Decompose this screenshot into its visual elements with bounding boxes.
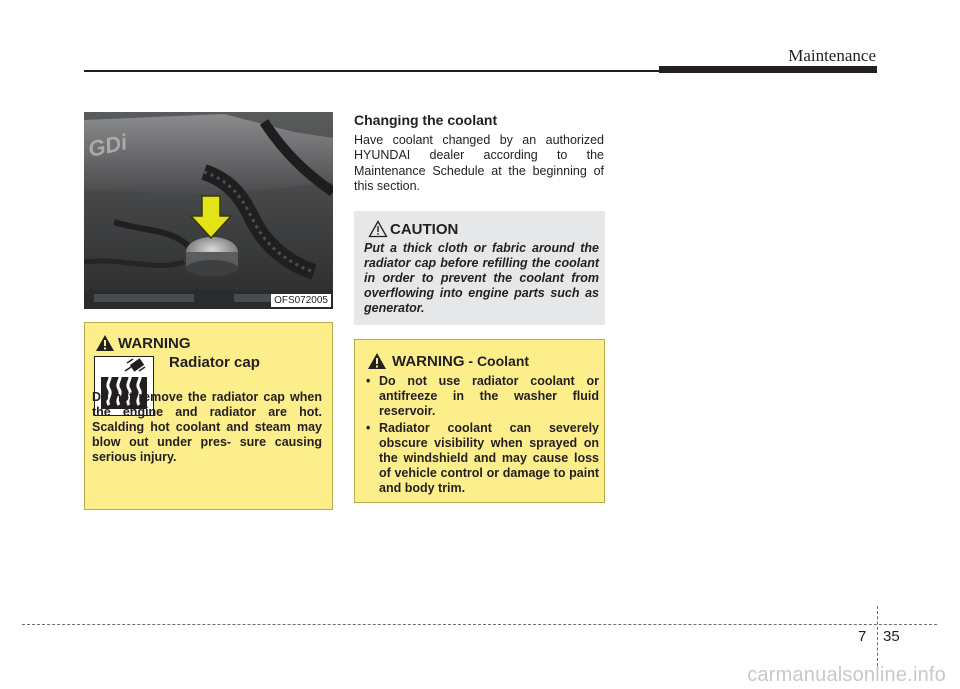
warning-heading: WARNING bbox=[118, 335, 191, 352]
warning-subheading: Radiator cap bbox=[169, 354, 260, 371]
warning-coolant-box bbox=[354, 339, 605, 503]
caution-heading: CAUTION bbox=[390, 221, 459, 238]
caution-triangle-icon bbox=[368, 220, 388, 238]
footer-rule bbox=[22, 624, 937, 625]
caution-body: Put a thick cloth or fabric around the radiator cap before refilling the coolant in order to prevent the coolant from overflowing into engine parts such as generator. bbox=[364, 241, 599, 315]
engine-bay-photo bbox=[84, 112, 333, 309]
caution-box bbox=[354, 211, 605, 325]
header-bar bbox=[659, 66, 877, 73]
warning-coolant-list bbox=[365, 374, 599, 498]
section-title: Maintenance bbox=[788, 46, 876, 65]
warning-body: Do not remove the radiator cap when the engine and radiator are hot. Scalding hot coolant and steam may blow out under pres- sure causing serious injury. bbox=[92, 390, 322, 464]
footer-divider bbox=[877, 606, 878, 666]
warning-subheading: - Coolant bbox=[464, 353, 530, 369]
svg-text:GDi: GDi bbox=[85, 129, 130, 162]
coolant-heading: Changing the coolant bbox=[354, 112, 498, 128]
watermark: carmanualsonline.info bbox=[747, 664, 946, 686]
warning-triangle-icon bbox=[367, 352, 387, 370]
warning-radiator-cap-box bbox=[84, 322, 333, 510]
engine-bay-illustration bbox=[84, 112, 333, 309]
header-rule bbox=[84, 70, 659, 72]
warning-heading: WARNING bbox=[392, 353, 465, 370]
list-item: • Do not use radiator coolant or antifreeze in the washer fluid reservoir. bbox=[365, 374, 599, 419]
coolant-paragraph: Have coolant changed by an authorized HYUNDAI dealer according to the Maintenance Schedule at the beginning of this section. bbox=[354, 133, 604, 194]
warning-triangle-icon bbox=[95, 334, 115, 352]
list-item: • Radiator coolant can severely obscure visibility when sprayed on the windshield and may cause loss of vehicle control or damage to paint and body trim. bbox=[365, 421, 599, 496]
page-number: 35 bbox=[883, 628, 900, 645]
photo-code: OFS072005 bbox=[271, 294, 331, 307]
chapter-number: 7 bbox=[858, 628, 867, 645]
warning-coolant-heading bbox=[392, 353, 529, 370]
